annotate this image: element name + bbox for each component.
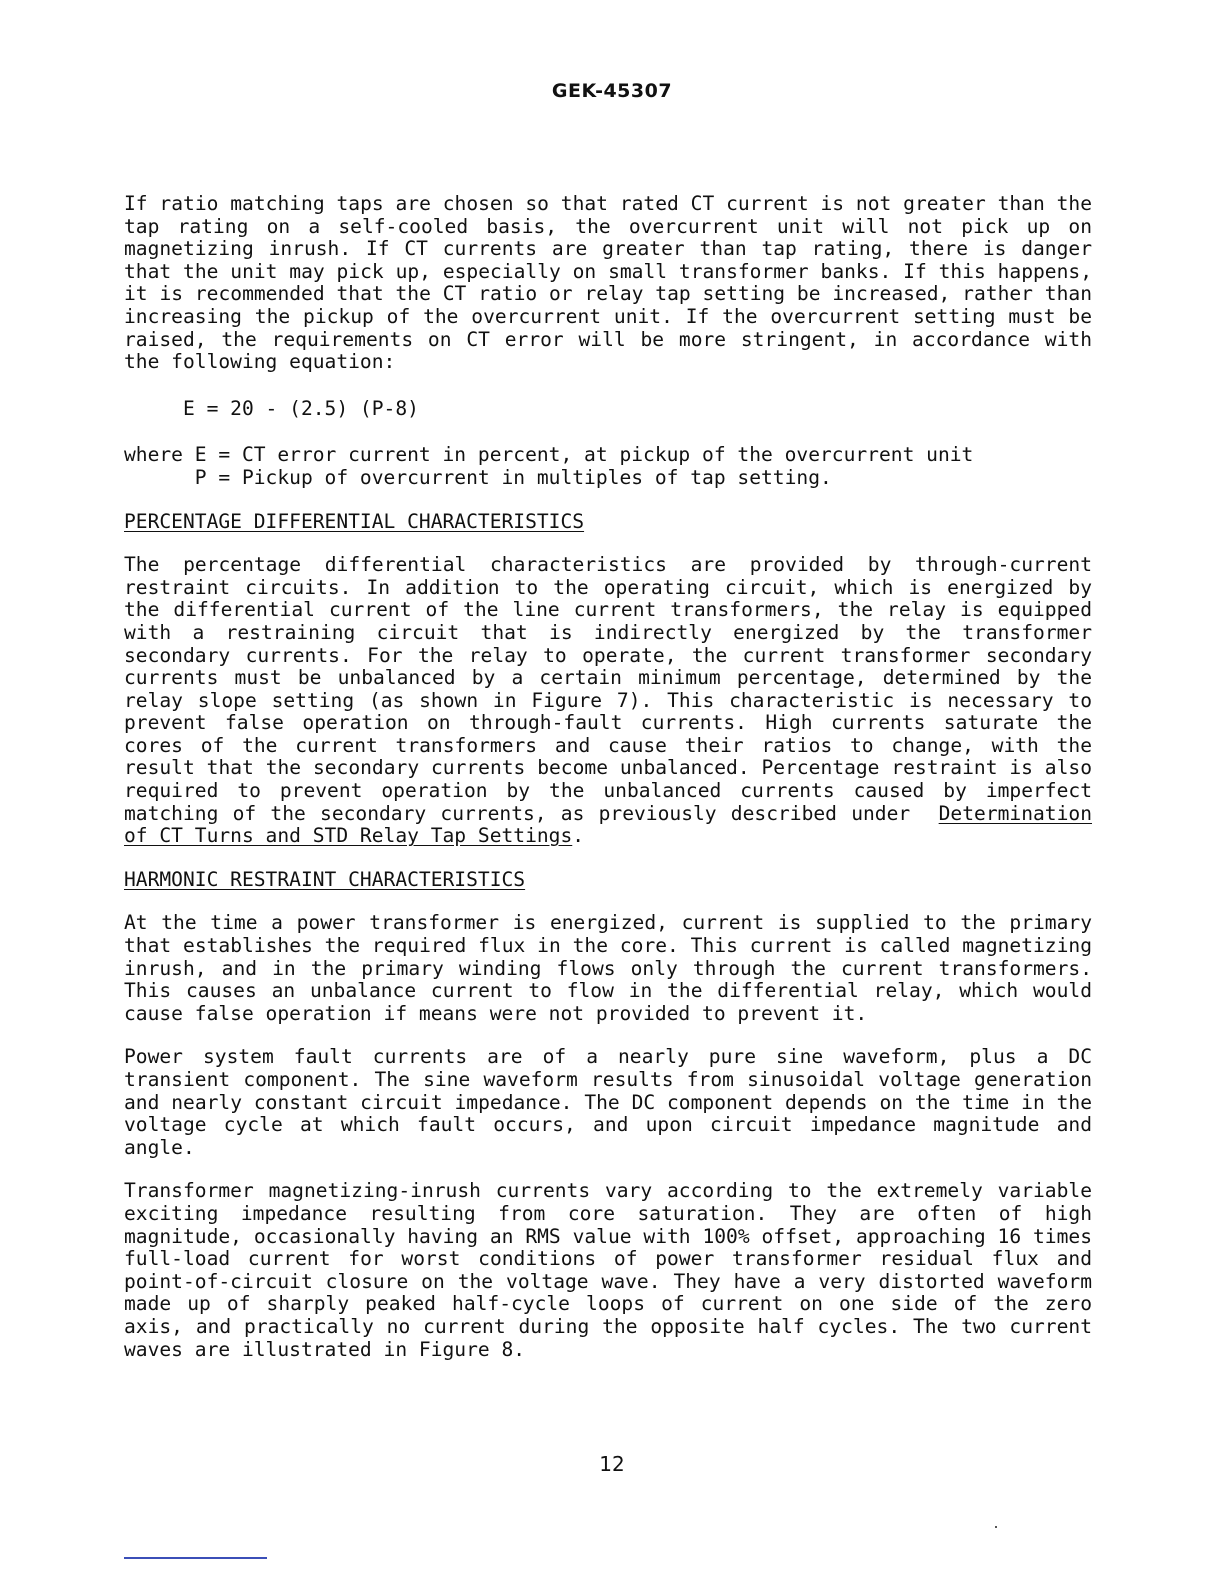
paragraph-ending: . <box>572 824 585 848</box>
percentage-differential-text: The percentage differential characteristics are provided by through-current restraint circuits. In addition to the operating circuit, which is energized by the differential current of the line current transformers, the relay is equipped with a restraining circuit that is indirectly energized by the transformer secondary currents. For the relay to operate, the current transformer secondary currents must be unbalanced by a certain minimum percentage, determined by the relay slope setting (as shown in Figure 7). This characteristic is necessary to prevent false operation on through-fault currents. High currents saturate the cores of the current transformers and cause their ratios to change, with the result that the secondary currents become unbalanced. Percentage restraint is also required to prevent operation by the unbalanced currents caused by imperfect matching of the secondary currents, as previously described under <box>124 553 1092 825</box>
document-number-header: GEK-45307 <box>551 80 673 102</box>
harmonic-paragraph-fault-currents: Power system fault currents are of a nearly pure sine waveform, plus a DC transient component. The sine waveform results from sinusoidal voltage generation and nearly constant circuit impedance. The DC component depends on the time in the voltage cycle at which fault occurs, and upon circuit impedance magnitude and angle. <box>124 1045 1092 1159</box>
percentage-differential-paragraph <box>124 554 1092 848</box>
reference-link-ct-turns[interactable]: Determination of CT Turns and STD Relay Tap Settings <box>124 801 1092 848</box>
where-definition-e: where E = CT error current in percent, at pickup of the overcurrent unit <box>124 443 974 467</box>
ct-error-equation: E = 20 - (2.5) (P-8) <box>124 396 419 420</box>
page-number: 12 <box>599 1452 625 1476</box>
where-definition-p: P = Pickup of overcurrent in multiples of tap setting. <box>124 465 832 489</box>
page-body <box>124 193 1092 1361</box>
percentage-differential-heading: PERCENTAGE DIFFERENTIAL CHARACTERISTICS <box>124 509 585 533</box>
intro-paragraph: If ratio matching taps are chosen so that rated CT current is not greater than the tap rating on a self-cooled basis, the overcurrent unit will not pick up on magnetizing inrush. If CT currents are greater than tap rating, there is danger that the unit may pick up, especially on small transformer banks. If this happens, it is recommended that the CT ratio or relay tap setting be increased, rather than increasing the pickup of the overcurrent unit. If the overcurrent setting must be raised, the requirements on CT error will be more stringent, in accordance with the following equation: <box>124 192 1092 374</box>
scan-speck <box>995 1526 997 1528</box>
harmonic-paragraph-inrush: At the time a power transformer is energized, current is supplied to the primary that establishes the required flux in the core. This current is called magnetizing inrush, and in the primary winding flows only through the current transformers. This causes an unbalance current to flow in the differential relay, which would cause false operation if means were not provided to prevent it. <box>124 911 1092 1025</box>
footer-rule <box>124 1557 267 1559</box>
harmonic-paragraph-magnetizing-inrush: Transformer magnetizing-inrush currents vary according to the extremely variable exciting impedance resulting from core saturation. They are often of high magnitude, occasionally having an RMS value with 100% offset, approaching 16 times full-load current for worst conditions of power transformer residual flux and point-of-circuit closure on the voltage wave. They have a very distorted waveform made up of sharply peaked half-cycle loops of current on one side of the zero axis, and practically no current during the opposite half cycles. The two current waves are illustrated in Figure 8. <box>124 1179 1092 1361</box>
harmonic-restraint-heading: HARMONIC RESTRAINT CHARACTERISTICS <box>124 867 526 891</box>
